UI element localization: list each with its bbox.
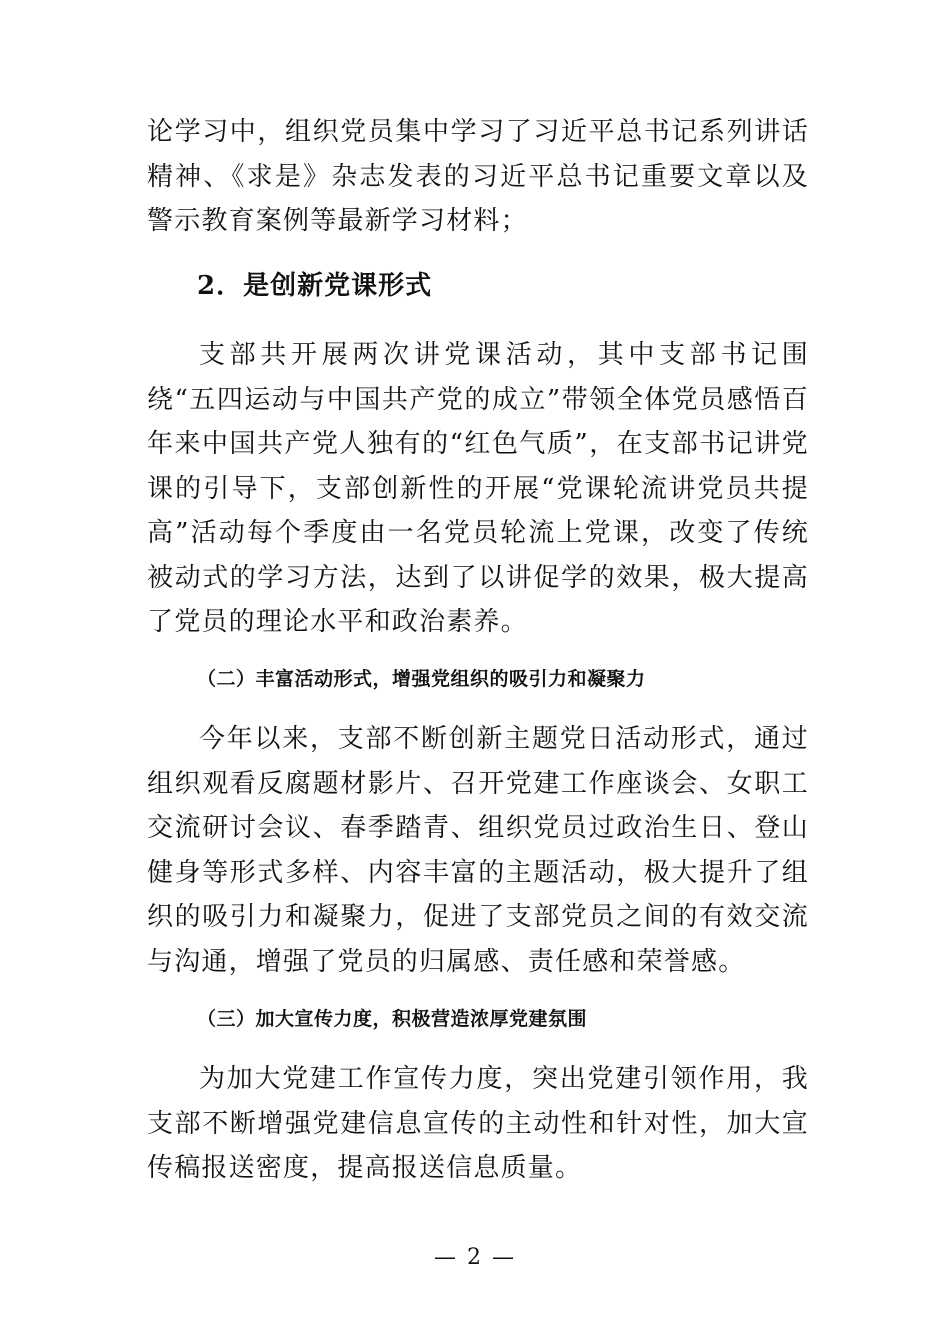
paragraph-publicity: 为加大党建工作宣传力度，突出党建引领作用，我支部不断增强党建信息宣传的主动性和针对性，加大宣传稿报送密度，提高报送信息质量。 [147, 1064, 809, 1183]
heading-publicity: （三）加大宣传力度，积极营造浓厚党建氛围 [197, 1008, 588, 1030]
paragraph-party-lessons: 支部共开展两次讲党课活动，其中支部书记围绕“五四运动与中国共产党的成立”带领全体党员感悟百年来中国共产党人独有的“红色气质”，在支部书记讲党课的引导下，支部创新性的开展“党课轮流讲党员共提高”活动每个季度由一名党员轮流上党课，改变了传统被动式的学习方法，达到了以讲促学的效果，极大提高了党员的理论水平和政治素养。 [147, 340, 809, 637]
paragraph-theme-activities: 今年以来，支部不断创新主题党日活动形式，通过组织观看反腐题材影片、召开党建工作座谈会、女职工交流研讨会议、春季踏青、组织党员过政治生日、登山健身等形式多样、内容丰富的主题活动，极大提升了组织的吸引力和凝聚力，促进了支部党员之间的有效交流与沟通，增强了党员的归属感、责任感和荣誉感。 [147, 724, 809, 977]
page-number: — 2 — [434, 1245, 516, 1270]
heading-party-lesson-innovation: 2．是创新党课形式 [197, 271, 433, 301]
paragraph-study-materials: 论学习中，组织党员集中学习了习近平总书记系列讲话精神、《求是》杂志发表的习近平总书记重要文章以及警示教育案例等最新学习材料； [147, 117, 809, 236]
heading-activity-forms: （二）丰富活动形式，增强党组织的吸引力和凝聚力 [197, 668, 646, 690]
